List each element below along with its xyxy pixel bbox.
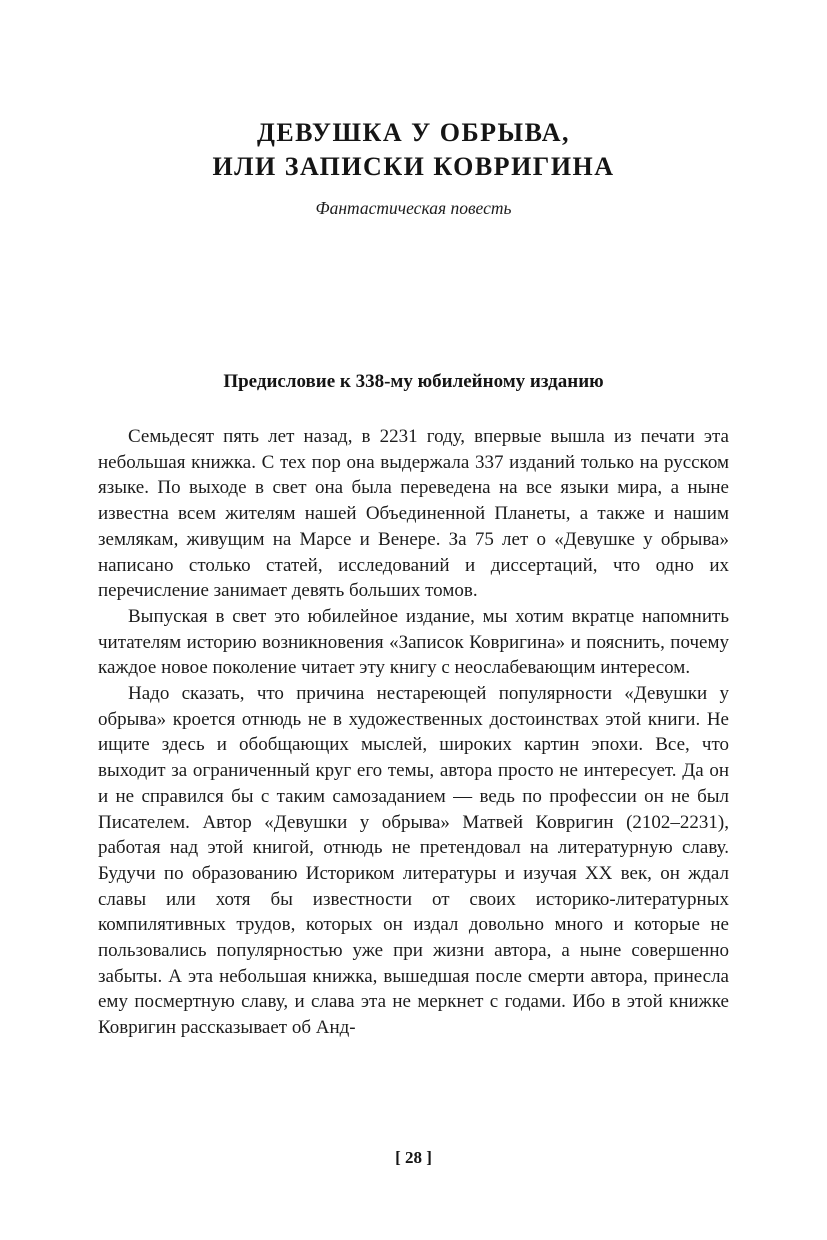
book-title (98, 0, 729, 184)
paragraph: Выпуская в свет это юбилейное издание, мы хотим вкратце напомнить читателям историю возникновения «Записок Ковригина» и пояснить, почему каждое новое поколение читает эту книгу с неослабевающим интересом. (98, 605, 729, 679)
body-text (98, 424, 729, 1041)
book-title-line1: ДЕВУШКА У ОБРЫВА, (256, 118, 571, 147)
paragraph: Надо сказать, что причина нестареющей популярности «Девушки у обрыва» кроется отнюдь не в художественных достоинствах этой книги. Не ищите здесь и обобщающих мыслей, широких картин эпохи. Все, что выходит за ограниченный круг его темы, автора просто не интересует. Да он и не справился бы с таким самозаданием — ведь по профессии он не был Писателем. Автор «Девушки у обрыва» Матвей Ковригин (2102–2231), работая над этой книгой, отнюдь не претендовал на литературную славу. Будучи по образованию Историком литературы и изучая XX век, он ждал славы или хотя бы известности от своих историко-литературных компилятивных трудов, которых он издал довольно много и которые не пользовались популярностью уже при жизни автора, а ныне совершенно забыты. А эта небольшая книжка, вышедшая после смерти автора, принесла ему посмертную славу, и слава эта не меркнет с годами. Ибо в этой книжке Ковригин рассказывает об Анд- (98, 683, 729, 1039)
page-number: [ 28 ] (395, 1148, 432, 1167)
paragraph: Семьдесят пять лет назад, в 2231 году, впервые вышла из печати эта небольшая книжка. С тех пор она выдержала 337 изданий только на русском языке. По выходе в свет она была переведена на все языки мира, а ныне известна всем жителям нашей Объединенной Планеты, а также и нашим землякам, живущим на Марсе и Венере. За 75 лет о «Девушке у обрыва» написано столько статей, исследований и диссертаций, что одно их перечисление занимает девять больших томов. (98, 426, 729, 602)
book-subtitle: Фантастическая повесть (315, 198, 512, 218)
section-heading: Предисловие к 338-му юбилейному изданию (223, 371, 604, 392)
book-title-line2: ИЛИ ЗАПИСКИ КОВРИГИНА (212, 152, 615, 181)
